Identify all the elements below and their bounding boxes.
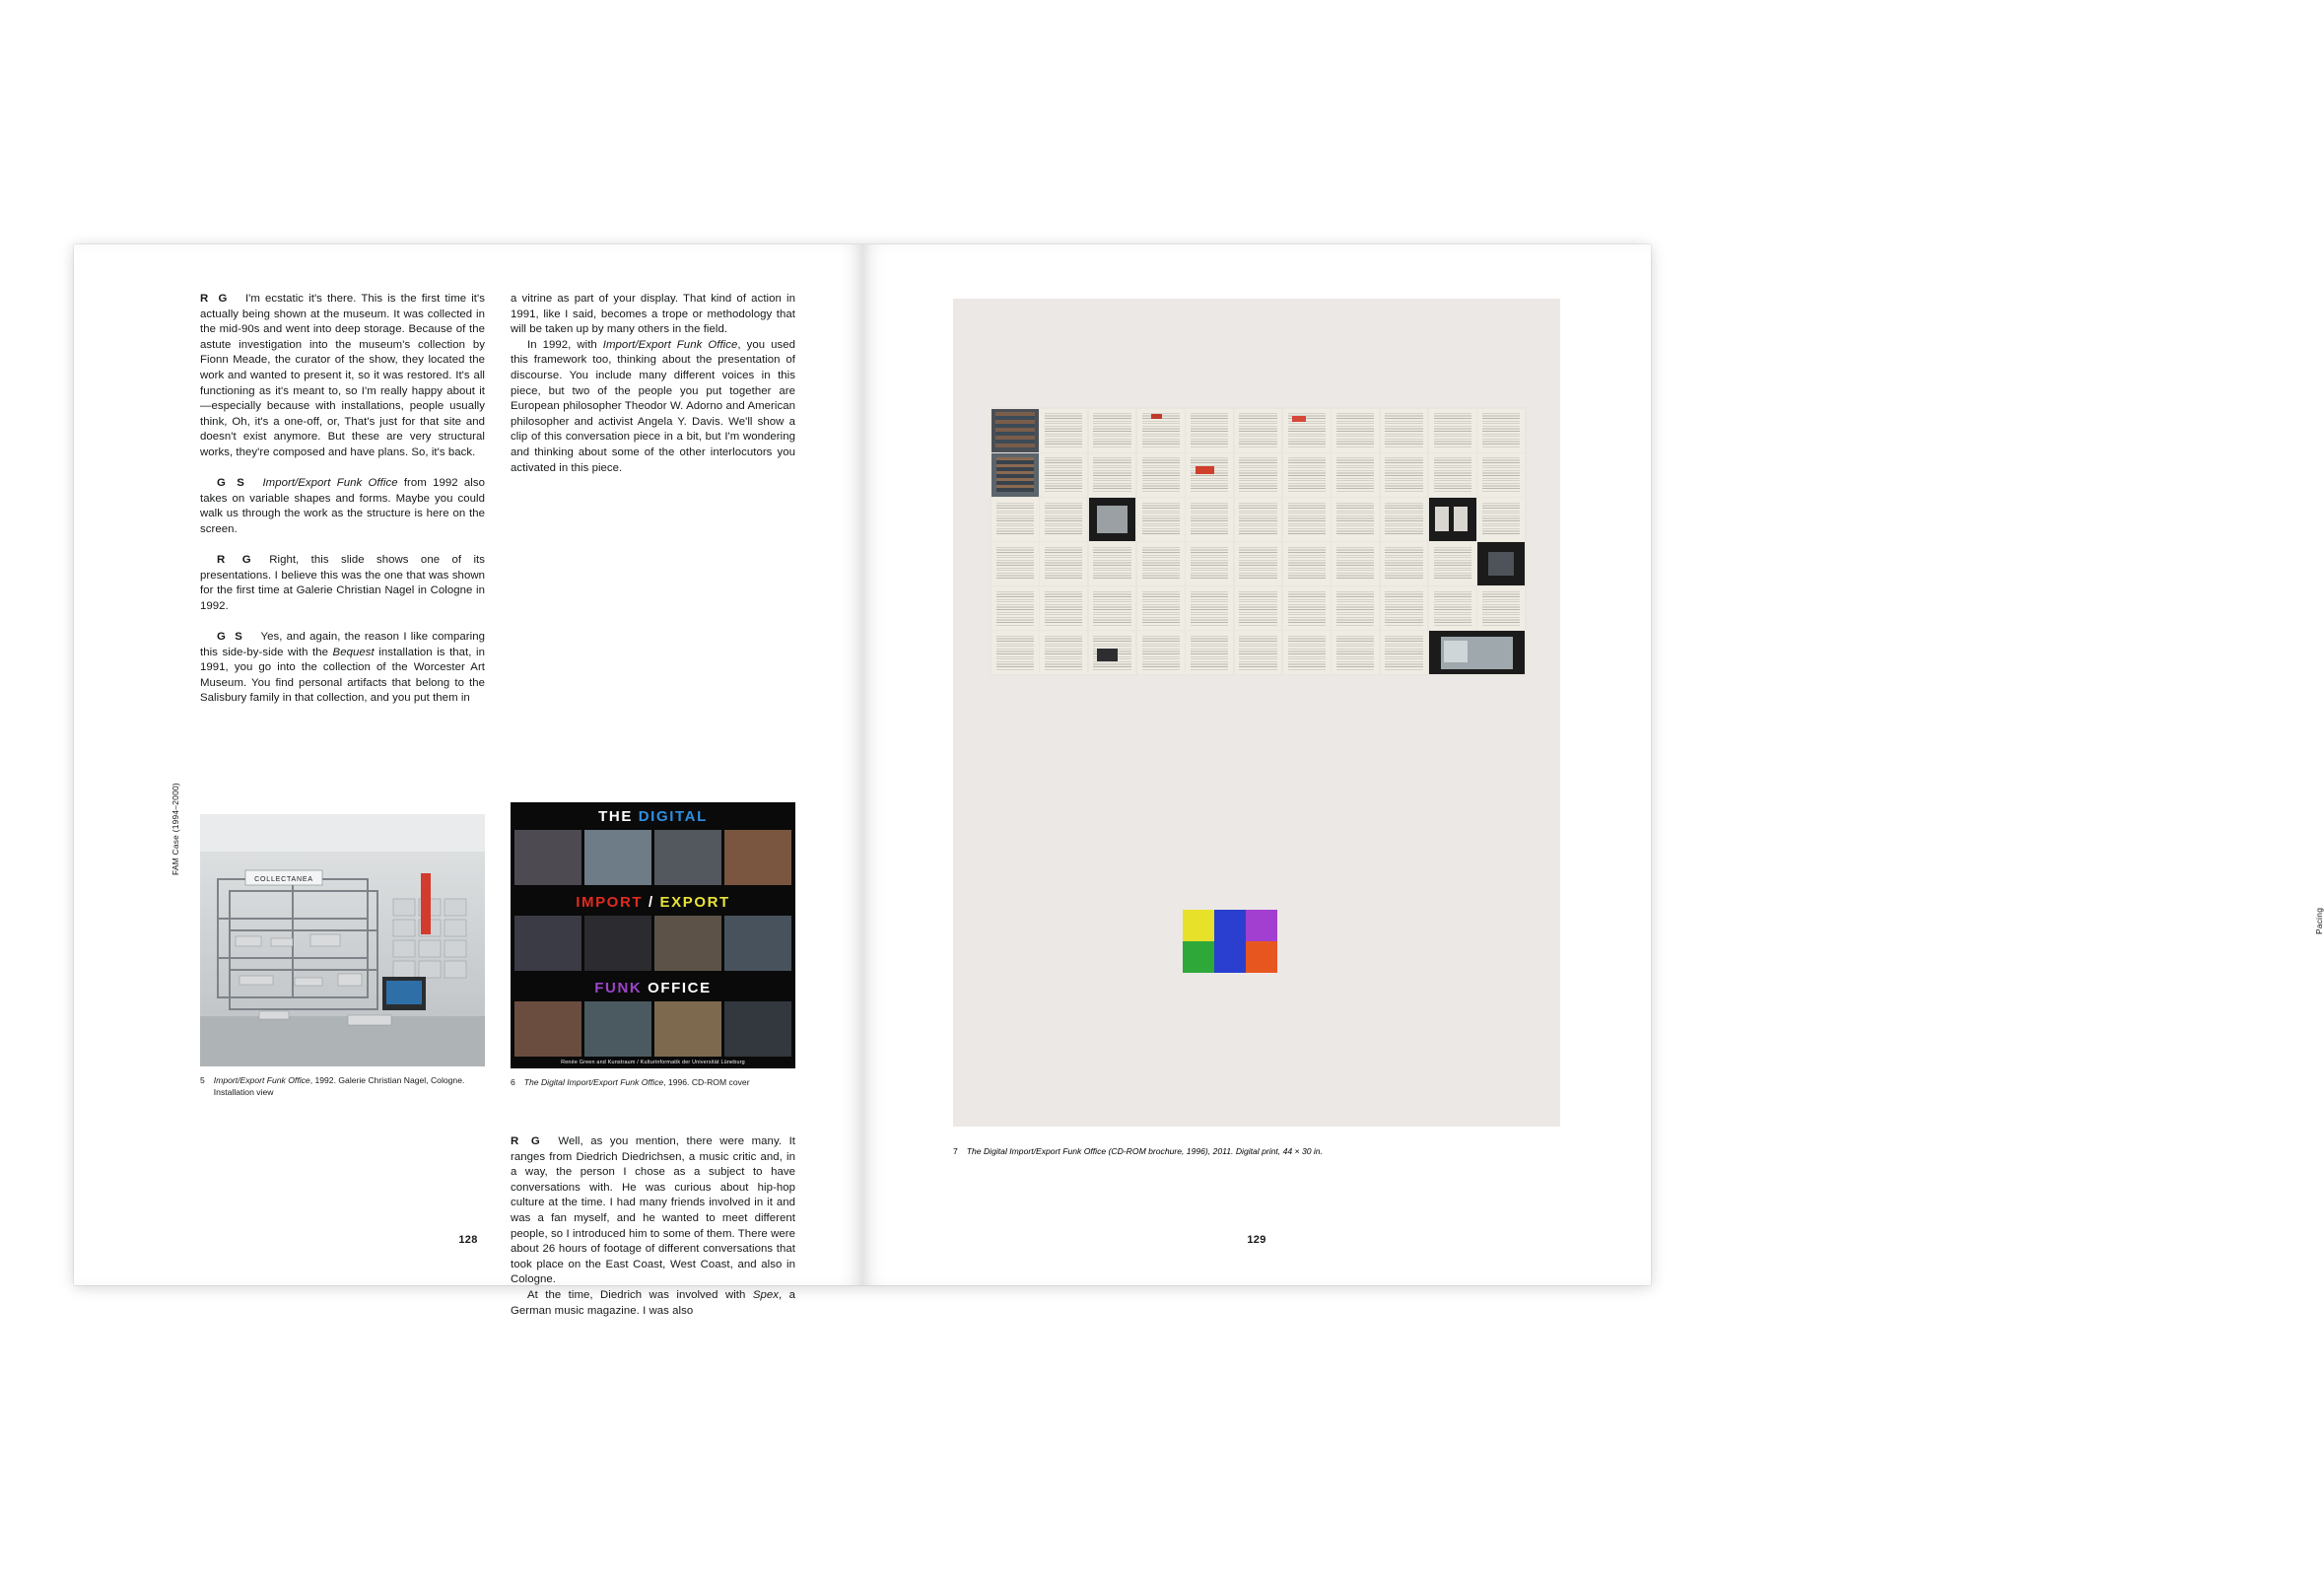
paragraph-text: In 1992, with bbox=[527, 338, 603, 351]
collage-cell bbox=[1429, 631, 1525, 674]
collage-cell bbox=[1381, 409, 1428, 452]
collage-cell bbox=[991, 631, 1039, 674]
collage-cell bbox=[991, 542, 1039, 585]
paragraph-text: , a German music magazine. I was also bbox=[511, 1288, 795, 1317]
collage-cell bbox=[1381, 631, 1428, 674]
collage-cell bbox=[991, 409, 1039, 452]
paragraph bbox=[200, 476, 485, 537]
installation-photo-graphic bbox=[200, 814, 485, 1066]
caption-roman-part: , 1996. CD-ROM cover bbox=[663, 1077, 750, 1087]
color-swatch bbox=[1183, 941, 1214, 973]
cover-thumbnail bbox=[724, 830, 791, 885]
collage-cell bbox=[1429, 498, 1476, 541]
collage-cell bbox=[1137, 409, 1185, 452]
caption-roman-part: , 1992. Galerie Christian Nagel, Cologne. Installation view bbox=[213, 1075, 465, 1097]
cover-credit-text: Renée Green and Kunstraum / Kulturinformatik der Universität Lüneburg bbox=[561, 1060, 745, 1065]
speaker-label: G S bbox=[217, 631, 245, 644]
caption-roman-part: , 2011. Digital print, 44 × 30 in. bbox=[1207, 1146, 1323, 1156]
figure-5 bbox=[200, 814, 485, 1098]
cover-thumbnail bbox=[514, 916, 581, 971]
paragraph-text: Yes, and again, the reason I like comparing this side-by-side with the bbox=[200, 631, 485, 658]
cover-thumbnail bbox=[724, 916, 791, 971]
cover-thumbnail bbox=[584, 830, 651, 885]
collage-cell bbox=[1137, 631, 1185, 674]
color-swatch bbox=[1246, 910, 1277, 941]
page-right bbox=[862, 244, 2324, 1285]
paragraph bbox=[200, 630, 485, 707]
title-italic: Bequest bbox=[332, 646, 375, 658]
cover-title-line-2: IMPORT / EXPORT bbox=[576, 894, 730, 911]
collage-cell bbox=[1477, 586, 1525, 630]
collage-cell bbox=[1283, 586, 1331, 630]
speaker-label: G S bbox=[217, 477, 247, 490]
cover-thumbnail-row-3 bbox=[511, 1001, 795, 1057]
paragraph bbox=[200, 553, 485, 614]
column-one bbox=[200, 292, 485, 707]
figure-caption-text bbox=[524, 1077, 750, 1089]
collage-cell bbox=[1283, 498, 1331, 541]
collage-cell bbox=[1137, 542, 1185, 585]
collage-cell bbox=[1089, 631, 1136, 674]
cover-title-line-3: FUNK OFFICE bbox=[594, 980, 712, 996]
collage-cell bbox=[1186, 453, 1233, 497]
speaker-label: R G bbox=[217, 554, 254, 567]
collage-cell bbox=[1040, 631, 1087, 674]
collage-cell bbox=[1040, 498, 1087, 541]
collage-cell bbox=[1186, 586, 1233, 630]
collage-cell bbox=[1429, 542, 1476, 585]
collage-cell bbox=[1235, 453, 1282, 497]
collage-cell bbox=[1089, 453, 1136, 497]
cover-title-line-1: THE DIGITAL bbox=[598, 808, 708, 825]
paragraph bbox=[511, 1134, 795, 1288]
color-swatch bbox=[1183, 910, 1214, 941]
svg-text:COLLECTANEA: COLLECTANEA bbox=[254, 876, 313, 883]
document-collage bbox=[990, 407, 1527, 676]
title-italic: Spex bbox=[752, 1288, 779, 1301]
color-swatch bbox=[1246, 941, 1277, 973]
figure-6 bbox=[511, 802, 795, 1089]
collage-cell bbox=[1332, 586, 1379, 630]
page-left bbox=[74, 244, 862, 1317]
collage-cell bbox=[1332, 631, 1379, 674]
speaker-label: R G bbox=[511, 1135, 543, 1147]
folio-left: 128 bbox=[458, 1234, 478, 1246]
figure-6-caption bbox=[511, 1077, 795, 1089]
paragraph bbox=[511, 292, 795, 338]
cover-thumbnail-row-1 bbox=[511, 830, 795, 885]
paragraph-text: At the time, Diedrich was involved with bbox=[527, 1288, 753, 1301]
collage-cell bbox=[1137, 586, 1185, 630]
collage-cell bbox=[1186, 631, 1233, 674]
collage-cell bbox=[1089, 498, 1136, 541]
title-italic: Import/Export Funk Office bbox=[262, 477, 398, 490]
running-head-left: FAM Case (1994–2000) bbox=[171, 783, 180, 875]
paragraph-text: Right, this slide shows one of its presentations. I believe this was the one that was shown for the first time at Galerie Christian Nagel in Cologne in 1992. bbox=[200, 554, 485, 612]
figure-5-caption bbox=[200, 1075, 485, 1098]
collage-cell bbox=[1283, 631, 1331, 674]
title-italic: Import/Export Funk Office bbox=[602, 338, 738, 351]
collage-cell bbox=[1040, 409, 1087, 452]
text-columns bbox=[200, 292, 795, 707]
figure-7-caption bbox=[953, 1146, 1584, 1158]
paragraph bbox=[200, 292, 485, 461]
figure-caption-text bbox=[967, 1146, 1323, 1158]
collage-cell bbox=[1186, 542, 1233, 585]
cover-thumbnail bbox=[514, 1001, 581, 1057]
figure-7-artwork bbox=[953, 299, 1560, 1127]
collage-cell bbox=[991, 586, 1039, 630]
paragraph-text: a vitrine as part of your display. That kind of action in 1991, like I said, becomes a trope or methodology that will be taken up by many others in the field. bbox=[511, 293, 795, 336]
collage-cell bbox=[991, 498, 1039, 541]
cover-thumbnail bbox=[724, 1001, 791, 1057]
collage-cell bbox=[1381, 586, 1428, 630]
collage-cell bbox=[1040, 453, 1087, 497]
cover-thumbnail bbox=[654, 1001, 721, 1057]
collage-cell bbox=[1235, 498, 1282, 541]
collage-cell bbox=[1332, 498, 1379, 541]
speaker-label: R G bbox=[200, 293, 230, 305]
color-swatch bbox=[1214, 910, 1246, 941]
collage-cell bbox=[1283, 409, 1331, 452]
collage-cell bbox=[1381, 453, 1428, 497]
caption-italic-part: The Digital Import/Export Funk Office (CD-ROM brochure, 1996) bbox=[966, 1146, 1208, 1156]
paragraph-text: I'm ecstatic it's there. This is the first time it's actually being shown at the museum. It was collected in the mid-90s and went into deep storage. Because of the astute investigation into the museum's collection by Fionn Meade, the curator of the show, they located the work and wanted to present it, so it was restored. It's all functioning as it's meant to, so I'm really happy about it—especially because with installations, people usually think, Oh, it's a one-off, or, That's just for that site and doesn't exist anymore. But these are very structural works, they're composed and have plans. So, it's back. bbox=[200, 293, 485, 458]
collage-cell bbox=[1429, 453, 1476, 497]
collage-cell bbox=[1040, 586, 1087, 630]
column-two-continued bbox=[511, 1134, 795, 1319]
cdrom-cover-image bbox=[511, 802, 795, 1068]
cover-thumbnail-row-2 bbox=[511, 916, 795, 971]
collage-cell bbox=[1235, 631, 1282, 674]
paragraph-text: , you used this framework too, thinking about the presentation of discourse. You include many different voices in this piece, but two of the people you put together are European philosopher Theodor W. Adorno and American philosopher and activist Angela Y. Davis. We'll show a clip of this conversation piece in a bit, but I'm wondering and thinking about some of the other interlocutors you activated in this piece. bbox=[511, 338, 795, 474]
figure-number: 7 bbox=[953, 1146, 958, 1156]
collage-cell bbox=[1381, 498, 1428, 541]
caption-italic-part: The Digital Import/Export Funk Office bbox=[523, 1077, 664, 1087]
collage-cell bbox=[1235, 542, 1282, 585]
color-swatch bbox=[1214, 941, 1246, 973]
collage-cell bbox=[1040, 542, 1087, 585]
running-head-right: Pacing bbox=[2314, 907, 2324, 934]
collage-cell bbox=[1235, 586, 1282, 630]
cover-thumbnail bbox=[584, 1001, 651, 1057]
collage-cell bbox=[1186, 409, 1233, 452]
collage-cell bbox=[1089, 409, 1136, 452]
paragraph-text: Well, as you mention, there were many. It ranges from Diedrich Diedrichsen, a music critic and, in a way, the person I chose as a subject to have conversations with. He was curious about hip-hop culture at the time. I had many friends involved in it and was a fan myself, and he wanted to meet different people, so I introduced him to some of them. There were about 26 hours of footage of different conversations that took place on the East Coast, West Coast, and also in Cologne. bbox=[511, 1135, 795, 1286]
collage-cell bbox=[1137, 498, 1185, 541]
installation-photo bbox=[200, 814, 485, 1066]
collage-cell bbox=[1477, 542, 1525, 585]
figure-caption-text bbox=[214, 1075, 485, 1098]
paragraph bbox=[511, 338, 795, 476]
collage-cell bbox=[1477, 453, 1525, 497]
folio-right: 129 bbox=[1247, 1234, 1266, 1246]
cover-thumbnail bbox=[514, 830, 581, 885]
collage-cell bbox=[1332, 542, 1379, 585]
paragraph-text: from 1992 also takes on variable shapes and forms. Maybe you could walk us through the work as the structure is here on the screen. bbox=[200, 477, 485, 535]
book-spread bbox=[74, 244, 2324, 1317]
collage-cell bbox=[1332, 453, 1379, 497]
paragraph bbox=[511, 1288, 795, 1319]
cover-thumbnail bbox=[654, 830, 721, 885]
collage-cell bbox=[1137, 453, 1185, 497]
collage-cell bbox=[1381, 542, 1428, 585]
collage-cell bbox=[1186, 498, 1233, 541]
collage-cell bbox=[991, 453, 1039, 497]
collage-cell bbox=[1477, 409, 1525, 452]
collage-cell bbox=[1089, 542, 1136, 585]
collage-cell bbox=[1283, 542, 1331, 585]
paragraph-text: installation is that, in 1991, you go into the collection of the Worcester Art Museum. You find personal artifacts that belong to the Salisbury family in that collection, and you put them in bbox=[200, 646, 485, 705]
collage-cell bbox=[1429, 586, 1476, 630]
collage-cell bbox=[1283, 453, 1331, 497]
collage-cell bbox=[1089, 586, 1136, 630]
collage-cell bbox=[1332, 409, 1379, 452]
column-two bbox=[511, 292, 795, 707]
color-swatch-grid bbox=[1183, 910, 1277, 973]
collage-cell bbox=[1429, 409, 1476, 452]
figure-number: 6 bbox=[511, 1077, 515, 1087]
figure-number: 5 bbox=[200, 1075, 205, 1085]
cover-thumbnail bbox=[584, 916, 651, 971]
collage-cell bbox=[1235, 409, 1282, 452]
cover-thumbnail bbox=[654, 916, 721, 971]
collage-cell bbox=[1477, 498, 1525, 541]
caption-italic-part: Import/Export Funk Office bbox=[213, 1075, 310, 1085]
